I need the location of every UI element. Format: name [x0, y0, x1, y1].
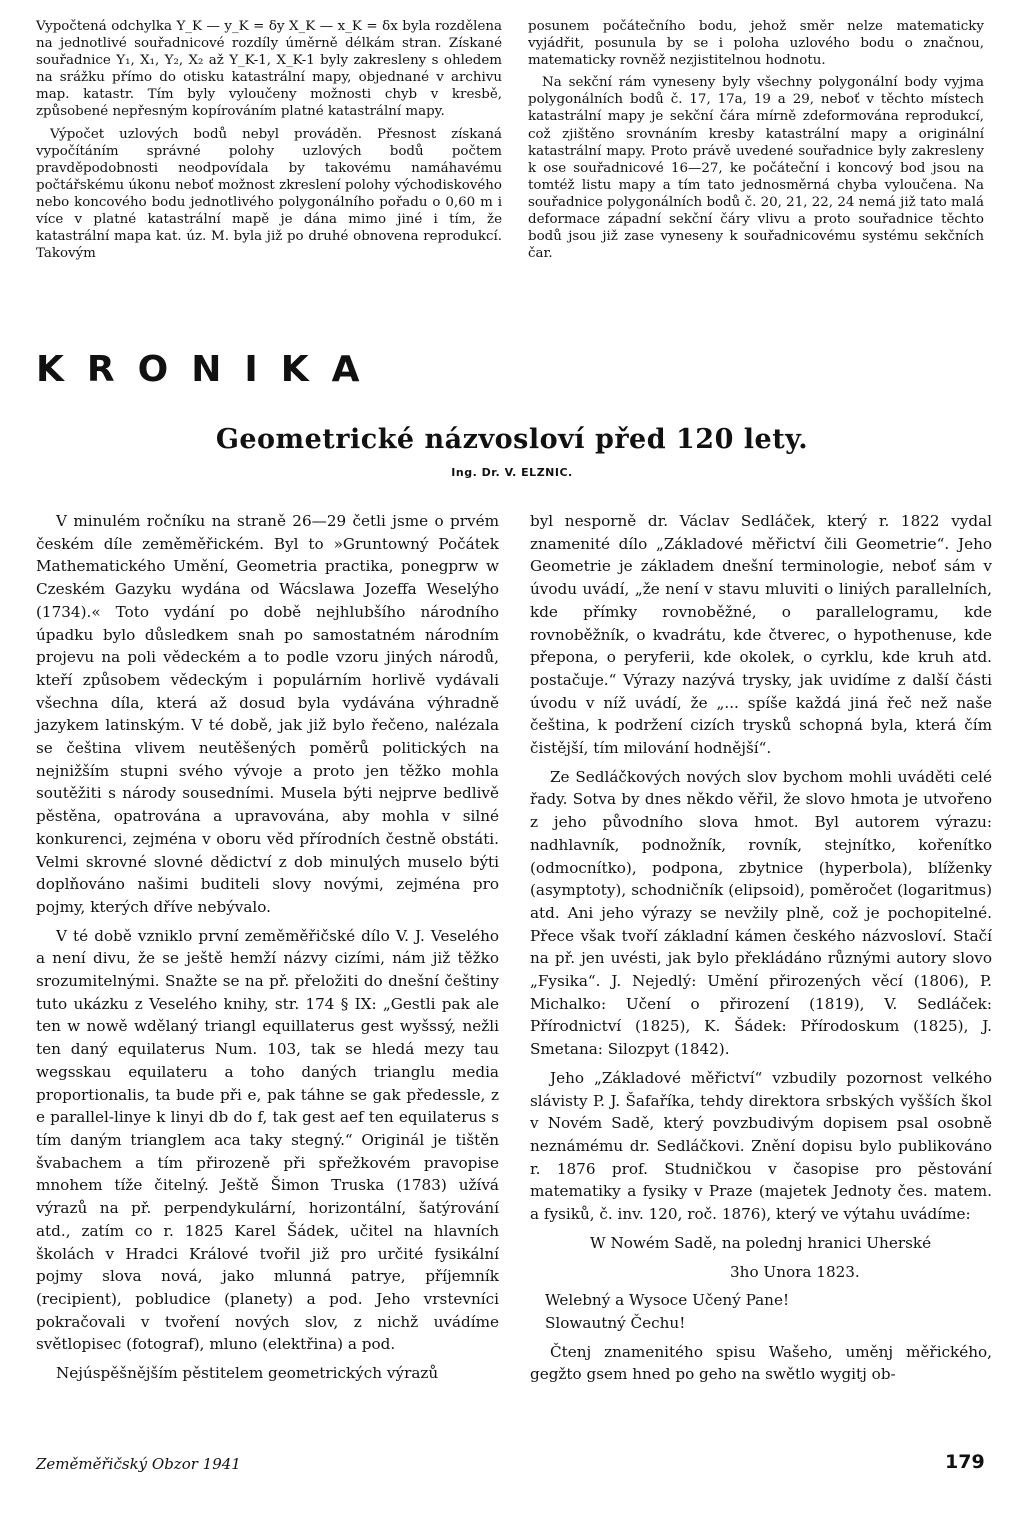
top-right-column — [528, 18, 984, 262]
article-paragraph-1: V minulém ročníku na straně 26—29 četli jsme o prvém českém díle zeměměřickém. Byl to »Gruntowný Počátek Mathematického Umění, Geometria practika, ponegprw w Czeském Gazyku wydána od Wácslawa Jozeffa Weselýho (1734).« Toto vydání po době nejhlubšího národního úpadku bylo důsledkem snah po samostatném národním projevu na poli vědeckém a to podle vzoru jiných národů, kteří způsobem vědeckým i populárním horlivě vydávali všechna díla, která až dosud byla vydávána výhradně jazykem latinským. V té době, jak již bylo řečeno, nalézala se čeština vlivem neutěšených poměrů politických na nejnižším stupni svého vývoje a proto jen těžko mohla soutěžiti s národy sousedními. Musela býti nejprve bedlivě pěstěna, opatrována a upravována, aby mohla v silné konkurenci, zejména v oboru věd přírodních čestně obstáti. Velmi skrovné slovné dědictví z dob minulých muselo býti doplňováno našimi buditeli slovy novými, zejména pro pojmy, kterých dříve nebývalo. — [36, 512, 499, 916]
top-left-paragraph-2: Výpočet uzlových bodů nebyl prováděn. Přesnost získaná vypočítáním správné polohy uzlových bodů počtem pravděpodobnosti neodpovídala by takovému namáhavému počtářskému úkonu neboť možnost zkreslení polohy východiskového nebo koncového bodu jednotlivého polygonálního pořadu o 0,60 m i více v platné katastrální mapě je dána mimo jiné i tím, že katastrální mapa kat. úz. M. byla již po druhé obnovena reprodukcí. Takovým — [36, 126, 502, 262]
article-right-column — [530, 510, 992, 1386]
article-paragraph-7: Čtenj znamenitého spisu Wašeho, uměnj měřického, gegžto gsem hned po geho na swětlo wygitj ob- — [530, 1342, 992, 1384]
section-heading: KRONIKA — [36, 349, 383, 390]
letter-place: W Nowém Sadě, na polednj hranici Uherské — [590, 1233, 932, 1252]
letter-salutation-1: Welebný a Wysoce Učený Pane! — [545, 1291, 790, 1310]
article-paragraph-6: Jeho „Základové měřictví“ vzbudily pozornost velkého slávisty P. J. Šafaříka, tehdy direktora srbských vyšších škol v Novém Sadě, který povzbudivým dopisem psal osobně neznámému dr. Sedláčkovi. Znění dopisu bylo publikováno r. 1876 prof. Studničkou v časopise pro pěstování matematiky a fysiky v Praze (majetek Jednoty čes. matem. a fysiků, č. inv. 120, roč. 1876), který ve výtahu uvádíme: — [530, 1068, 992, 1224]
article-author: Ing. Dr. V. ELZNIC. — [451, 466, 573, 479]
journal-name: Zeměměřičský Obzor 1941 — [36, 1455, 241, 1473]
page-number: 179 — [945, 1451, 985, 1473]
letter-salutation-2: Slowautný Čechu! — [545, 1313, 686, 1332]
article-paragraph-2: V té době vzniklo první zeměměřičské dílo V. J. Veselého a není divu, že se ještě hemží názvy cizími, nám již těžko srozumitelnými. Snažte se na př. přeložiti do dnešní češtiny tuto ukázku z Veselého knihy, str. 174 § IX: „Gestli pak ale ten w nowě wdělaný triangl equillaterus gest wyšssý, nežli ten daný equilaterus Num. 103, tak se hledá mezy tau wegsskau equilateru a toho daných trianglu media proportionalis, ta bude při e, pak táhne se gak předessle, z e parallel-linye k linyi db do f, tak gest aef ten equilaterus s tím daným trianglem aca taky stegný.“ Originál je tištěn švabachem a tím přirozeně při spřežkovém pravopise mnohem tíže čitelný. Ještě Šimon Truska (1783) užívá výrazů na př. perpendykulární, horizontální, šatýrování atd., zatím co r. 1825 Karel Šádek, učitel na hlavních školách v Hradci Králové tvořil již pro určité fysikální pojmy slova nová, jako mlunná patrye, příjemník (recipient), pobludice (planety) a pod. Jeho vrstevníci pokračovali v tvoření nových slov, z nichž uvádíme světlopisec (fotograf), mluno (elektřina) a pod. — [36, 926, 499, 1354]
top-right-paragraph-1: posunem počátečního bodu, jehož směr nelze matematicky vyjádřit, posunula by se i poloha uzlového bodu o značnou, matematicky rovněž nezjistitelnou hodnotu. — [528, 19, 984, 69]
article-title: Geometrické názvosloví před 120 lety. — [215, 424, 809, 455]
top-left-column — [36, 18, 502, 262]
top-right-paragraph-2: Na sekční rám vyneseny byly všechny polygonální body vyjma polygonálních bodů č. 17, 17a, 19 a 29, neboť v těchto místech katastrální mapy je sekční čára mírně zdeformována reprodukcí, což zjištěno srovnáním kresby katastrální mapy a originální katastrální mapy. Proto právě uvedené souřadnice byly zakresleny k ose souřadnicové 16—27, ke počáteční i koncový bod jsou na tomtéž listu mapy a tím tato jednosměrná chyba vyloučena. Na souřadnice polygonálních bodů č. 20, 21, 22, 24 nemá již tato malá deformace západní sekční čáry vlivu a proto souřadnice těchto bodů jsou již zase vyneseny k souřadnicovému systému sekčních čar. — [528, 75, 984, 262]
article-paragraph-3: Nejúspěšnějším pěstitelem geometrických výrazů — [56, 1364, 439, 1383]
letter-date: 3ho Unora 1823. — [730, 1262, 860, 1281]
article-paragraph-5: Ze Sedláčkových nových slov bychom mohli uváděti celé řady. Sotva by dnes někdo věřil, že slovo hmota je utvořeno z jeho původního slova hmot. Byl autorem výrazu: nadhlavník, podnožník, rovník, stejnítko, kořenítko (odmocnítko), podpona, zbytnice (hyperbola), blíženky (asymptoty), schodničník (elipsoid), poměročet (logaritmus) atd. Ani jeho výrazy se nevžily plně, což je pochopitelné. Přece však tvoří základní kámen českého názvosloví. Stačí na př. jen uvésti, jak bylo překládáno různými autory slovo „Fysika“. J. Nejedlý: Umění přirozených věcí (1806), P. Michalko: Učení o přirození (1819), V. Sedláček: Přírodnictví (1825), K. Šádek: Přírodoskum (1825), J. Smetana: Silozpyt (1842). — [530, 767, 992, 1059]
top-left-paragraph-1: Vypočtená odchylka Y_K — y_K = δy X_K — x_K = δx byla rozdělena na jednotlivé souřadnicové rozdíly úměrně délkám stran. Získané souřadnice Y₁, X₁, Y₂, X₂ až Y_K-1, X_K-1 byly zakresleny s ohledem na srážku přímo do otisku katastrální mapy, objednané v archivu map. katastr. Tím byly vyloučeny možnosti chyb v kresbě, způsobené nepřesným kopírováním platné katastrální mapy. — [36, 19, 502, 120]
article-left-column — [36, 510, 499, 1385]
article-paragraph-4: byl nesporně dr. Václav Sedláček, který r. 1822 vydal znamenité dílo „Základové měřictví čili Geometrie“. Jeho Geometrie je základem dnešní terminologie, neboť sám v úvodu uvádí, „že není v stavu mluviti o liniých parallelních, kde přímky rovnoběžné, o parallelogramu, kde rovnoběžník, o kvadrátu, kde čtverec, o hypothenuse, kde přepona, o peryferii, kde okolek, o cyrklu, kde kruh atd. postačuje.“ Výrazy nazývá trysky, jak uvidíme z další části úvodu v níž uvádí, že „... spíše každá jiná řeč než naše čeština, k podržení cizích trysků schopná byla, která čím čistější, tím milování hodnější“. — [530, 512, 992, 758]
